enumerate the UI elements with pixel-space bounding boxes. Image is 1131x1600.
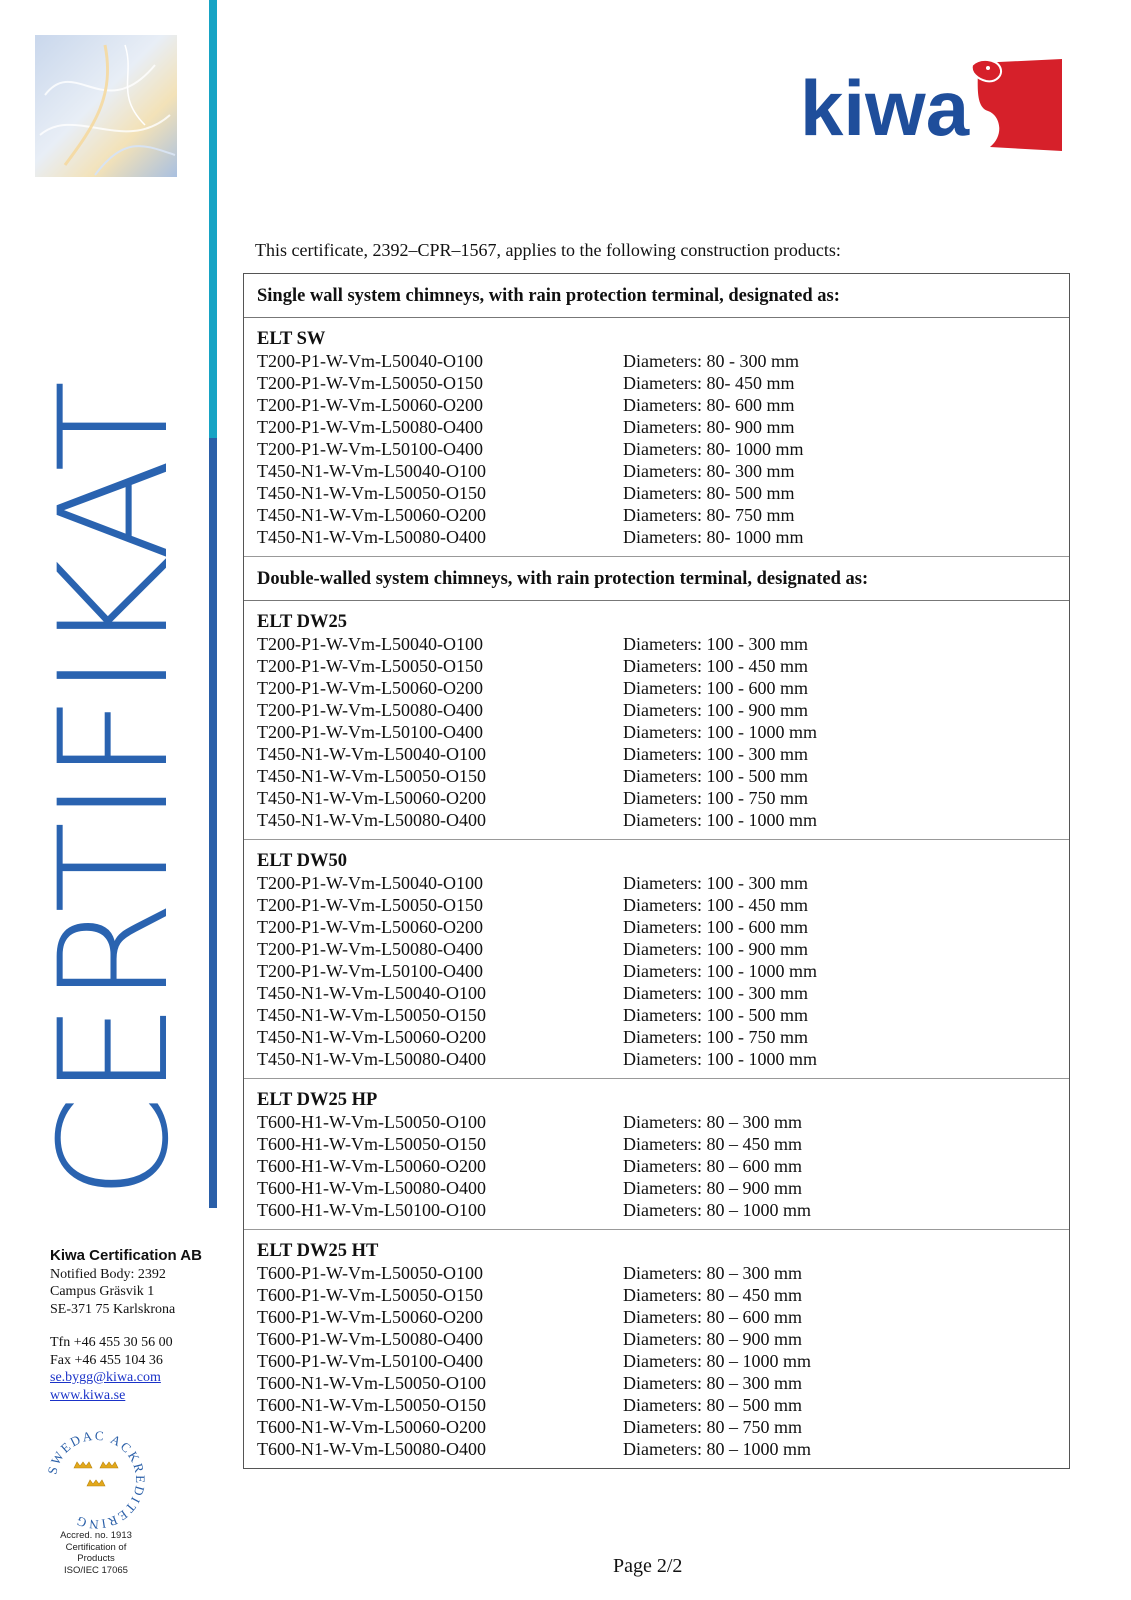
product-designation: T450-N1-W-Vm-L50040-O100 xyxy=(257,461,486,481)
diameter-range: Diameters: 100 - 900 mm xyxy=(623,939,808,959)
product-row xyxy=(257,1004,1069,1026)
product-designation: T200-P1-W-Vm-L50080-O400 xyxy=(257,939,483,959)
section-title: ELT DW25 HT xyxy=(257,1241,379,1261)
product-row xyxy=(257,1177,1069,1199)
product-designation: T600-P1-W-Vm-L50050-O100 xyxy=(257,1263,483,1283)
product-row xyxy=(257,438,1069,460)
product-row xyxy=(257,1306,1069,1328)
swedac-accreditation-logo xyxy=(44,1428,148,1532)
diameter-range: Diameters: 100 - 1000 mm xyxy=(623,722,817,742)
products-table xyxy=(243,273,1070,1469)
product-designation: T200-P1-W-Vm-L50080-O400 xyxy=(257,700,483,720)
accred-standard: ISO/IEC 17065 xyxy=(64,1564,128,1576)
product-designation: T200-P1-W-Vm-L50040-O100 xyxy=(257,873,483,893)
product-row xyxy=(257,677,1069,699)
product-designation: T200-P1-W-Vm-L50050-O150 xyxy=(257,895,483,915)
product-designation: T200-P1-W-Vm-L50050-O150 xyxy=(257,656,483,676)
diameter-range: Diameters: 80- 750 mm xyxy=(623,505,795,525)
page-number: Page 2/2 xyxy=(613,1555,683,1577)
accred-line: Products xyxy=(77,1553,115,1564)
product-designation: T450-N1-W-Vm-L50040-O100 xyxy=(257,744,486,764)
diameter-range: Diameters: 100 - 450 mm xyxy=(623,656,808,676)
diameter-range: Diameters: 100 - 1000 mm xyxy=(623,961,817,981)
product-row xyxy=(257,1111,1069,1133)
address-line-1: Campus Gräsvik 1 xyxy=(50,1284,155,1299)
diameter-range: Diameters: 80 – 900 mm xyxy=(623,1178,802,1198)
product-row xyxy=(257,916,1069,938)
diameter-range: Diameters: 80- 450 mm xyxy=(623,373,795,393)
product-designation: T450-N1-W-Vm-L50080-O400 xyxy=(257,1049,486,1069)
diameter-range: Diameters: 80 – 1000 mm xyxy=(623,1439,811,1459)
product-row xyxy=(257,872,1069,894)
product-row xyxy=(257,1026,1069,1048)
product-designation: T200-P1-W-Vm-L50050-O150 xyxy=(257,373,483,393)
email-link[interactable]: se.bygg@kiwa.com xyxy=(50,1370,161,1385)
website-link[interactable]: www.kiwa.se xyxy=(50,1387,126,1403)
product-designation: T600-P1-W-Vm-L50100-O400 xyxy=(257,1351,483,1371)
product-designation: T600-H1-W-Vm-L50100-O100 xyxy=(257,1200,486,1220)
product-row xyxy=(257,1350,1069,1372)
svg-text:SWEDAC ACKREDITERING: SWEDAC ACKREDITERING xyxy=(44,1428,148,1532)
product-row xyxy=(257,1394,1069,1416)
product-section xyxy=(244,601,1069,840)
diameter-range: Diameters: 100 - 300 mm xyxy=(623,983,808,1003)
product-designation: T600-H1-W-Vm-L50050-O100 xyxy=(257,1112,486,1132)
product-designation: T600-P1-W-Vm-L50050-O150 xyxy=(257,1285,483,1305)
product-designation: T200-P1-W-Vm-L50100-O400 xyxy=(257,722,483,742)
svg-text:kiwa: kiwa xyxy=(800,64,970,152)
product-designation: T450-N1-W-Vm-L50050-O150 xyxy=(257,1005,486,1025)
product-row xyxy=(257,1438,1069,1460)
section-title: ELT SW xyxy=(257,329,326,349)
diameter-range: Diameters: 80 – 750 mm xyxy=(623,1417,802,1437)
product-section xyxy=(244,1230,1069,1468)
diameter-range: Diameters: 80 – 300 mm xyxy=(623,1373,802,1393)
intro-text: This certificate, 2392–CPR–1567, applies to the following construction products: xyxy=(255,240,841,260)
product-row xyxy=(257,938,1069,960)
product-row xyxy=(257,1284,1069,1306)
product-designation: T600-N1-W-Vm-L50050-O100 xyxy=(257,1373,486,1393)
address-line-2: SE-371 75 Karlskrona xyxy=(50,1301,176,1317)
product-row xyxy=(257,1328,1069,1350)
product-designation: T600-N1-W-Vm-L50080-O400 xyxy=(257,1439,486,1459)
product-designation: T450-N1-W-Vm-L50080-O400 xyxy=(257,527,486,547)
accred-number: Accred. no. 1913 xyxy=(60,1530,132,1541)
diameter-range: Diameters: 80- 1000 mm xyxy=(623,527,804,547)
diameter-range: Diameters: 80 – 600 mm xyxy=(623,1156,802,1176)
accent-bar-top xyxy=(209,0,217,438)
product-designation: T450-N1-W-Vm-L50060-O200 xyxy=(257,788,486,808)
product-row xyxy=(257,894,1069,916)
artwork-image xyxy=(35,35,177,177)
product-row xyxy=(257,394,1069,416)
product-designation: T450-N1-W-Vm-L50050-O150 xyxy=(257,483,486,503)
product-row xyxy=(257,633,1069,655)
product-row xyxy=(257,809,1069,831)
diameter-range: Diameters: 100 - 600 mm xyxy=(623,678,808,698)
product-row xyxy=(257,655,1069,677)
product-row xyxy=(257,1372,1069,1394)
diameter-range: Diameters: 100 - 500 mm xyxy=(623,1005,808,1025)
diameter-range: Diameters: 80 – 500 mm xyxy=(623,1395,802,1415)
diameter-range: Diameters: 100 - 300 mm xyxy=(623,873,808,893)
single-wall-header: Single wall system chimneys, with rain protection terminal, designated as: xyxy=(244,274,1069,318)
product-row xyxy=(257,350,1069,372)
product-designation: T200-P1-W-Vm-L50080-O400 xyxy=(257,417,483,437)
diameter-range: Diameters: 80- 900 mm xyxy=(623,417,795,437)
diameter-range: Diameters: 100 - 750 mm xyxy=(623,788,808,808)
certifikat-vertical-title: CERTIFIKAT xyxy=(28,382,202,1200)
diameter-range: Diameters: 100 - 300 mm xyxy=(623,634,808,654)
diameter-range: Diameters: 80- 1000 mm xyxy=(623,439,804,459)
product-row xyxy=(257,1155,1069,1177)
product-row xyxy=(257,460,1069,482)
product-row xyxy=(257,982,1069,1004)
product-row xyxy=(257,960,1069,982)
organisation-block xyxy=(50,1247,240,1404)
product-designation: T600-N1-W-Vm-L50060-O200 xyxy=(257,1417,486,1437)
product-designation: T600-H1-W-Vm-L50060-O200 xyxy=(257,1156,486,1176)
product-designation: T600-H1-W-Vm-L50050-O150 xyxy=(257,1134,486,1154)
diameter-range: Diameters: 100 - 300 mm xyxy=(623,744,808,764)
product-row xyxy=(257,765,1069,787)
product-section xyxy=(244,318,1069,557)
product-designation: T200-P1-W-Vm-L50100-O400 xyxy=(257,439,483,459)
product-designation: T600-P1-W-Vm-L50060-O200 xyxy=(257,1307,483,1327)
product-designation: T200-P1-W-Vm-L50040-O100 xyxy=(257,351,483,371)
product-designation: T600-H1-W-Vm-L50080-O400 xyxy=(257,1178,486,1198)
product-designation: T200-P1-W-Vm-L50060-O200 xyxy=(257,395,483,415)
diameter-range: Diameters: 100 - 600 mm xyxy=(623,917,808,937)
diameter-range: Diameters: 100 - 750 mm xyxy=(623,1027,808,1047)
product-designation: T200-P1-W-Vm-L50060-O200 xyxy=(257,917,483,937)
product-row xyxy=(257,721,1069,743)
notified-body: Notified Body: 2392 xyxy=(50,1266,166,1282)
product-row xyxy=(257,1133,1069,1155)
diameter-range: Diameters: 80 – 450 mm xyxy=(623,1134,802,1154)
phone: Tfn +46 455 30 56 00 xyxy=(50,1335,173,1350)
kiwa-logo xyxy=(800,55,1080,155)
org-name: Kiwa Certification AB xyxy=(50,1247,202,1264)
diameter-range: Diameters: 80 – 300 mm xyxy=(623,1263,802,1283)
diameter-range: Diameters: 100 - 500 mm xyxy=(623,766,808,786)
product-designation: T600-P1-W-Vm-L50080-O400 xyxy=(257,1329,483,1349)
fax: Fax +46 455 104 36 xyxy=(50,1352,163,1368)
product-row xyxy=(257,1199,1069,1221)
product-designation: T200-P1-W-Vm-L50100-O400 xyxy=(257,961,483,981)
diameter-range: Diameters: 100 - 1000 mm xyxy=(623,1049,817,1069)
accred-line: Certification of xyxy=(65,1541,127,1553)
diameter-range: Diameters: 80 – 450 mm xyxy=(623,1285,802,1305)
diameter-range: Diameters: 100 - 900 mm xyxy=(623,700,808,720)
product-row xyxy=(257,1048,1069,1070)
product-row xyxy=(257,1262,1069,1284)
product-section xyxy=(244,1079,1069,1230)
diameter-range: Diameters: 80 – 900 mm xyxy=(623,1329,802,1349)
product-designation: T450-N1-W-Vm-L50050-O150 xyxy=(257,766,486,786)
diameter-range: Diameters: 80 – 300 mm xyxy=(623,1112,802,1132)
product-row xyxy=(257,787,1069,809)
accent-bar-bottom xyxy=(209,438,217,1208)
section-title: ELT DW50 xyxy=(257,851,347,871)
diameter-range: Diameters: 80 - 300 mm xyxy=(623,351,799,371)
double-wall-header: Double-walled system chimneys, with rain protection terminal, designated as: xyxy=(244,557,1069,601)
product-designation: T450-N1-W-Vm-L50080-O400 xyxy=(257,810,486,830)
product-designation: T200-P1-W-Vm-L50040-O100 xyxy=(257,634,483,654)
diameter-range: Diameters: 80- 600 mm xyxy=(623,395,795,415)
diameter-range: Diameters: 80- 500 mm xyxy=(623,483,795,503)
product-designation: T600-N1-W-Vm-L50050-O150 xyxy=(257,1395,486,1415)
section-title: ELT DW25 HP xyxy=(257,1090,378,1110)
section-title: ELT DW25 xyxy=(257,612,347,632)
product-row xyxy=(257,1416,1069,1438)
product-row xyxy=(257,482,1069,504)
product-row xyxy=(257,526,1069,548)
diameter-range: Diameters: 80 – 1000 mm xyxy=(623,1200,811,1220)
diameter-range: Diameters: 100 - 450 mm xyxy=(623,895,808,915)
accreditation-text xyxy=(40,1530,152,1576)
product-row xyxy=(257,743,1069,765)
product-designation: T450-N1-W-Vm-L50060-O200 xyxy=(257,1027,486,1047)
product-row xyxy=(257,372,1069,394)
diameter-range: Diameters: 80 – 1000 mm xyxy=(623,1351,811,1371)
product-designation: T450-N1-W-Vm-L50060-O200 xyxy=(257,505,486,525)
product-designation: T200-P1-W-Vm-L50060-O200 xyxy=(257,678,483,698)
product-row xyxy=(257,699,1069,721)
product-designation: T450-N1-W-Vm-L50040-O100 xyxy=(257,983,486,1003)
diameter-range: Diameters: 80- 300 mm xyxy=(623,461,795,481)
product-row xyxy=(257,416,1069,438)
product-section xyxy=(244,840,1069,1079)
product-row xyxy=(257,504,1069,526)
diameter-range: Diameters: 100 - 1000 mm xyxy=(623,810,817,830)
diameter-range: Diameters: 80 – 600 mm xyxy=(623,1307,802,1327)
